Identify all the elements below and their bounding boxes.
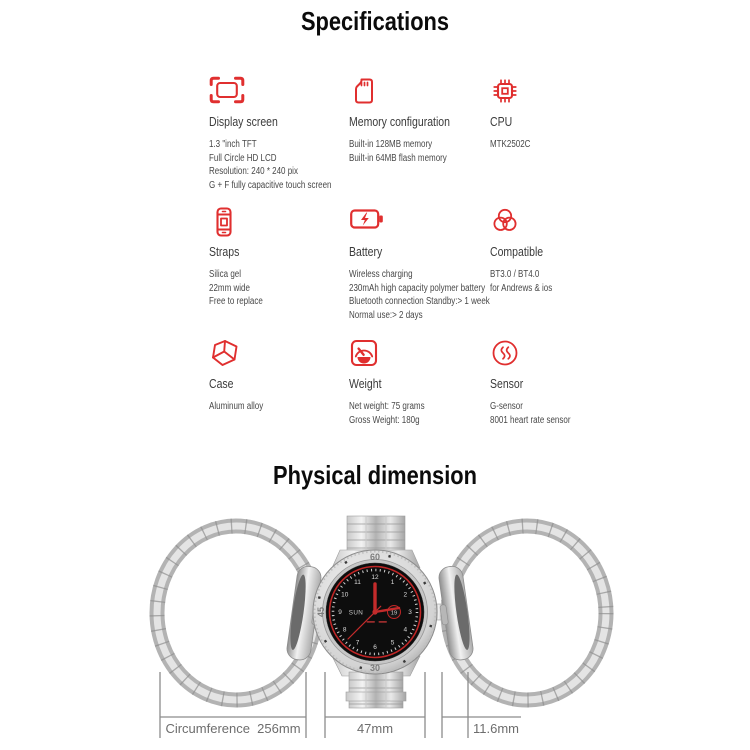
spec-title: CPU	[490, 115, 513, 129]
dial-numeral: 7	[355, 639, 360, 647]
spec-details	[349, 138, 461, 165]
dial-numeral: 11	[354, 578, 361, 586]
cpu-icon	[490, 76, 630, 108]
dial-numeral: 3	[408, 609, 412, 617]
spec-line: Bluetooth connection Standby:> 1 week	[349, 296, 490, 308]
spec-item-cpu	[490, 76, 630, 206]
physical-dimension-title: Physical dimension	[273, 460, 477, 490]
spec-details	[490, 138, 602, 152]
watch-dial	[326, 563, 424, 661]
spec-title: Sensor	[490, 377, 524, 391]
specifications-grid	[209, 76, 630, 427]
dial-numeral: 10	[341, 591, 349, 599]
dial-numeral: 5	[390, 639, 395, 647]
spec-line: 230mAh high capacity polymer battery	[349, 282, 486, 294]
spec-item-battery	[349, 206, 489, 338]
watch-side-view-left	[157, 526, 325, 700]
battery-icon	[349, 206, 489, 238]
spec-item-compatible	[490, 206, 630, 338]
spec-line: Aluminum alloy	[209, 401, 264, 412]
spec-item-case	[209, 338, 349, 427]
spec-item-display-screen	[209, 76, 349, 206]
spec-line: Wireless charging	[349, 269, 413, 280]
spec-line: BT3.0 / BT4.0	[490, 269, 540, 280]
watch-product-views	[0, 510, 750, 750]
spec-title: Weight	[349, 377, 382, 391]
spec-title: Memory configuration	[349, 115, 450, 129]
spec-title: Case	[209, 377, 234, 391]
spec-details	[209, 268, 321, 309]
spec-details	[349, 400, 461, 427]
compatible-icon	[490, 206, 630, 238]
display-screen-icon	[209, 76, 349, 108]
spec-details	[490, 268, 602, 295]
dimension-label-width: 47mm	[356, 721, 394, 736]
dial-numeral: 1	[390, 578, 395, 586]
spec-item-straps	[209, 206, 349, 338]
memory-card-icon	[349, 76, 489, 108]
dial-numeral: 6	[373, 644, 377, 652]
spec-title: Display screen	[209, 115, 278, 129]
dimension-label-circumference: Circumference 256mm	[165, 721, 301, 736]
dial-numeral: 9	[338, 609, 342, 617]
dial-numeral: 12	[371, 574, 379, 582]
spec-item-sensor	[490, 338, 630, 427]
dial-numeral: 4	[403, 626, 408, 634]
spec-line: 1.3 "inch TFT	[209, 139, 257, 150]
spec-details	[209, 138, 332, 192]
spec-line: Gross Weight: 180g	[349, 414, 420, 426]
spec-details	[209, 400, 321, 414]
dial-day-label: SUN	[348, 609, 364, 617]
strap-icon	[209, 206, 349, 238]
spec-item-memory	[349, 76, 489, 206]
watch-front-view	[306, 516, 444, 708]
spec-line: Full Circle HD LCD	[209, 152, 277, 164]
spec-line: Built-in 128MB memory	[349, 139, 433, 150]
specifications-title: Specifications	[300, 6, 450, 36]
spec-line: G + F fully capacitive touch screen	[209, 179, 332, 191]
watch-side-view-right	[435, 526, 606, 700]
case-cube-icon	[209, 338, 349, 370]
spec-details	[349, 268, 490, 322]
bezel-number-bottom: 30	[369, 663, 381, 673]
bezel-number-left: 45	[316, 606, 326, 618]
bezel-number-top: 60	[369, 552, 381, 562]
spec-line: Resolution: 240 * 240 pix	[209, 166, 298, 178]
spec-line: Built-in 64MB flash memory	[349, 152, 447, 164]
spec-line: 8001 heart rate sensor	[490, 414, 571, 426]
spec-line: G-sensor	[490, 401, 523, 412]
spec-line: MTK2502C	[490, 139, 531, 150]
dimension-label-thickness: 11.6mm	[473, 721, 519, 736]
dial-numeral: 2	[403, 591, 408, 599]
dial-date-label: 19	[390, 610, 398, 617]
spec-details	[490, 400, 602, 427]
spec-line: Silica gel	[209, 269, 242, 280]
spec-title: Battery	[349, 245, 383, 259]
spec-title: Straps	[209, 245, 240, 259]
spec-line: Net weight: 75 grams	[349, 401, 425, 412]
spec-line: 22mm wide	[209, 282, 250, 294]
spec-title: Compatible	[490, 245, 544, 259]
sensor-icon	[490, 338, 630, 370]
spec-item-weight	[349, 338, 489, 427]
dial-numeral: 8	[342, 626, 347, 634]
spec-line: Free to replace	[209, 296, 263, 308]
spec-line: for Andrews & ios	[490, 282, 553, 294]
spec-line: Normal use:> 2 days	[349, 309, 423, 321]
weight-gauge-icon	[349, 338, 489, 370]
